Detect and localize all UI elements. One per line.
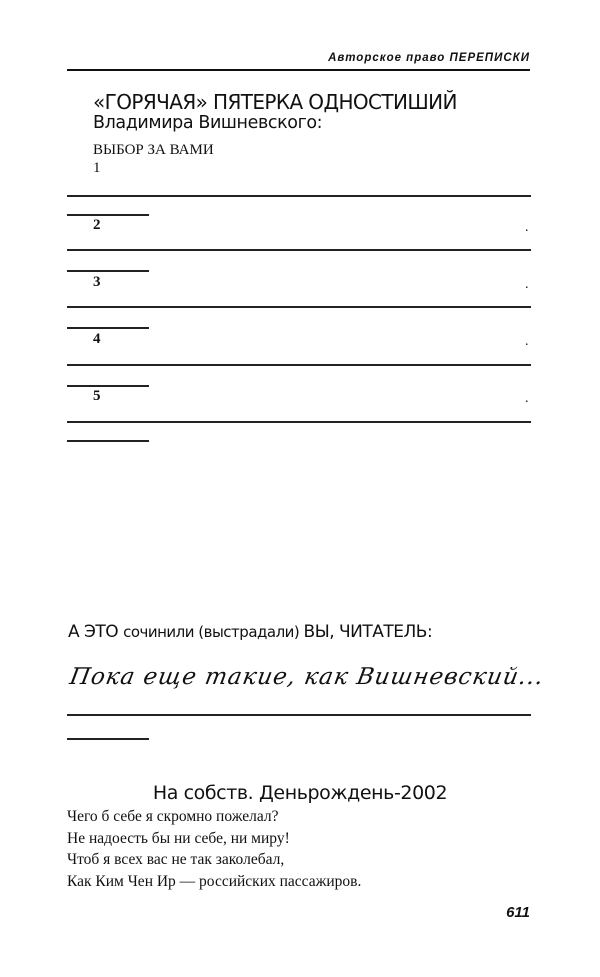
entry-2-author-line[interactable] bbox=[67, 270, 149, 272]
entry-number-4: 4 bbox=[93, 331, 101, 347]
section-title-line1: «ГОРЯЧАЯ» ПЯТЕРКА ОДНОСТИШИЙ bbox=[93, 90, 457, 114]
entry-number-5: 5 bbox=[93, 388, 101, 404]
running-head-text: Авторское право bbox=[328, 52, 450, 64]
running-head bbox=[300, 52, 530, 64]
poem-line: Как Ким Чен Ир — российских пассажиров. bbox=[67, 872, 362, 890]
header-rule bbox=[67, 69, 530, 71]
running-head-caps: ПЕРЕПИСКИ bbox=[449, 52, 530, 64]
entry-5-write-line[interactable] bbox=[67, 421, 531, 423]
reader-write-line[interactable] bbox=[67, 714, 531, 716]
entry-1-write-line[interactable] bbox=[67, 195, 531, 197]
entry-number-1: 1 bbox=[93, 160, 101, 176]
reader-heading-part1: А ЭТО bbox=[68, 622, 124, 642]
entry-4-author-line[interactable] bbox=[67, 385, 149, 387]
entry-4-dot: . bbox=[525, 334, 529, 349]
entry-3-dot: . bbox=[525, 277, 529, 292]
page-number: 611 bbox=[506, 904, 530, 921]
entry-4-write-line[interactable] bbox=[67, 364, 531, 366]
poem-line: Не надоесть бы ни себе, ни миру! bbox=[67, 829, 290, 847]
reader-heading-part3: ВЫ, ЧИТАТЕЛЬ: bbox=[303, 622, 433, 642]
entry-number-3: 3 bbox=[93, 274, 101, 290]
poem-line: Чего б себе я скромно пожелал? bbox=[67, 808, 279, 825]
reader-heading-part2: сочинили (выстрадали) bbox=[123, 623, 304, 641]
poem-line: Чтоб я всех вас не так заколебал, bbox=[67, 851, 285, 868]
entry-3-write-line[interactable] bbox=[67, 306, 531, 308]
entry-1-author-line[interactable] bbox=[67, 214, 149, 216]
entry-5-dot: . bbox=[525, 391, 529, 406]
entry-number-2: 2 bbox=[93, 217, 101, 233]
entry-3-author-line[interactable] bbox=[67, 327, 149, 329]
entry-5-author-line[interactable] bbox=[67, 440, 149, 442]
reader-heading bbox=[68, 622, 432, 642]
poem-body bbox=[67, 806, 361, 892]
entry-2-dot: . bbox=[525, 220, 529, 235]
handwritten-entry: Пока еще такие, как Вишневский... bbox=[67, 664, 547, 690]
section-title-line2: Владимира Вишневского: bbox=[93, 113, 323, 133]
poem-title: На собств. Деньрождень-2002 bbox=[152, 782, 448, 804]
reader-author-line[interactable] bbox=[67, 738, 149, 740]
section-subtitle: ВЫБОР ЗА ВАМИ bbox=[93, 142, 214, 158]
entry-2-write-line[interactable] bbox=[67, 249, 531, 251]
